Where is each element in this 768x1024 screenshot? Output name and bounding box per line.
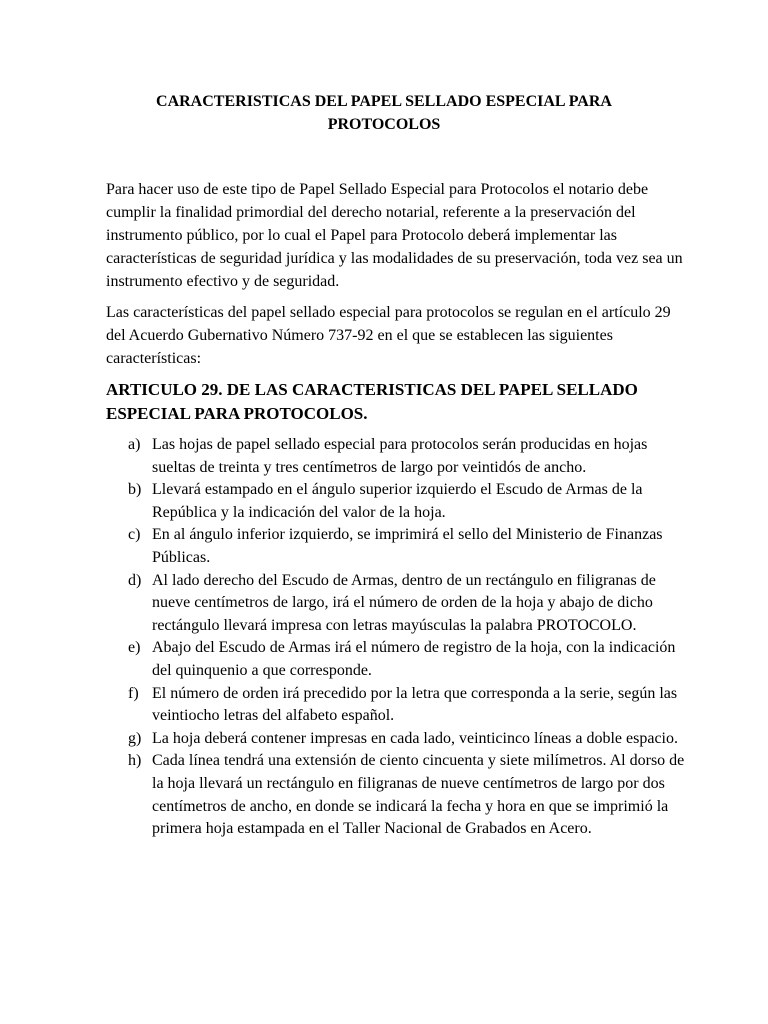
list-item-text: La hoja deberá contener impresas en cada lado, veinticinco líneas a doble espacio. <box>152 729 678 747</box>
list-marker: h) <box>128 752 142 770</box>
list-item-text: Abajo del Escudo de Armas irá el número de registro de la hoja, con la indicación del quinquenio a que corresponde. <box>152 639 676 679</box>
list-marker: c) <box>128 526 141 544</box>
list-item-g <box>106 728 686 751</box>
list-item-f <box>106 683 686 728</box>
list-item-text: Las hojas de papel sellado especial para protocolos serán producidas en hojas sueltas de treinta y tres centímetros de largo por veintidós de ancho. <box>152 436 648 476</box>
list-item-d <box>106 570 686 638</box>
list-marker: g) <box>128 729 142 747</box>
list-item-text: El número de orden irá precedido por la letra que corresponda a la serie, según las veintiocho letras del alfabeto español. <box>152 684 678 725</box>
list-marker: b) <box>128 481 142 499</box>
document-title: CARACTERISTICAS DEL PAPEL SELLADO ESPECIAL PARA PROTOCOLOS <box>156 93 612 133</box>
list-item-text: Cada línea tendrá una extensión de ciento cincuenta y siete milímetros. Al dorso de la hoja llevará un rectángulo en filigranas de nueve centímetros de largo por dos centímetros de ancho, en donde se indicará la fecha y hora en que se imprimió la primera hoja estampada en el Taller Nacional de Grabados en Acero. <box>152 752 685 838</box>
list-marker: a) <box>128 436 141 453</box>
list-item-c <box>106 524 686 569</box>
characteristics-list <box>106 434 686 841</box>
list-item-e <box>106 637 686 682</box>
list-item-b <box>106 479 686 524</box>
article-heading: ARTICULO 29. DE LAS CARACTERISTICAS DEL PAPEL SELLADO ESPECIAL PARA PROTOCOLOS. <box>106 380 638 423</box>
list-marker: f) <box>128 684 139 702</box>
intro-paragraph: Para hacer uso de este tipo de Papel Sellado Especial para Protocolos el notario debe cumplir la finalidad primordial del derecho notarial, referente a la preservación del instrumento público, por lo cual el Papel para Protocolo deberá implementar las características de seguridad jurídica y las modalidades de su preservación, toda vez sea un instrumento efectivo y de seguridad. <box>106 181 683 290</box>
list-item-h <box>106 750 686 840</box>
list-marker: e) <box>128 639 141 657</box>
list-item-a <box>106 434 686 479</box>
list-marker: d) <box>128 571 142 589</box>
list-item-text: En al ángulo inferior izquierdo, se imprimirá el sello del Ministerio de Finanzas Públicas. <box>152 526 663 566</box>
regulation-paragraph: Las características del papel sellado especial para protocolos se regulan en el artículo 29 del Acuerdo Gubernativo Número 737-92 en el que se establecen las siguientes características: <box>106 304 671 367</box>
list-item-text: Al lado derecho del Escudo de Armas, dentro de un rectángulo en filigranas de nueve centímetros de largo, irá el número de orden de la hoja y abajo de dicho rectángulo llevará impresa con letras mayúsculas la palabra PROTOCOLO. <box>152 571 656 634</box>
list-item-text: Llevará estampado en el ángulo superior izquierdo el Escudo de Armas de la República y la indicación del valor de la hoja. <box>152 481 643 521</box>
